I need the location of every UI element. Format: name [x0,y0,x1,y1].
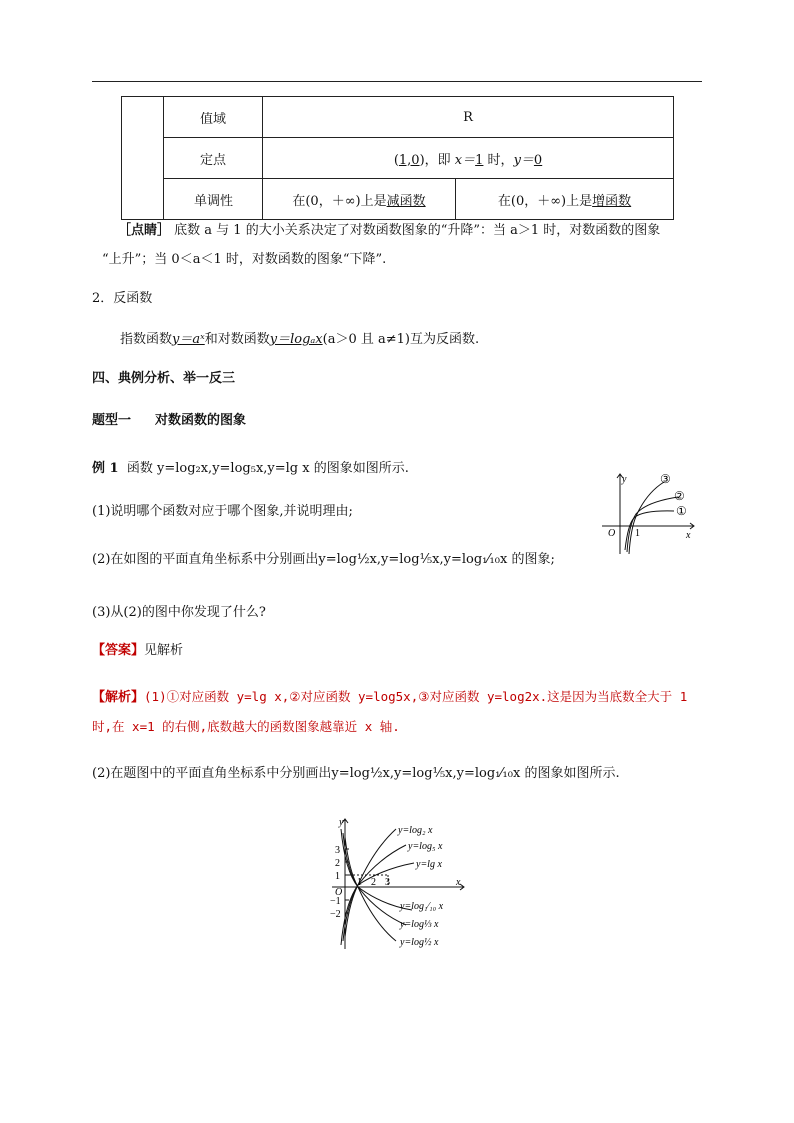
section-heading: 四、典例分析、举一反三 [92,371,236,386]
tip-tag: ［点睛］ [118,223,171,238]
curve-2 [627,497,678,552]
analysis-line1: 【解析】(1)①对应函数 y=lg x,②对应函数 y=log5x,③对应函数 y=log2x.这是因为当底数全大于 1 [92,689,688,705]
answer-tag: 【答案】 [92,643,145,658]
x-tick-label: 1 [357,877,362,888]
example-stem: 例 1 函数 y=log₂x,y=log₅x,y=lg x 的图象如图所示. [92,461,409,476]
monotonic-increasing: 在(0，＋∞)上是增函数 [456,179,674,220]
question-2: (2)在如图的平面直角坐标系中分别画出y=log½x,y=log⅕x,y=log₁⁄₁₀x 的图象; [92,552,555,567]
fig2-x-label: x [456,877,461,888]
answer-line: 【答案】见解析 [92,643,184,658]
monotonic-decreasing: 在(0，＋∞)上是减函数 [263,179,456,220]
row-label: 定点 [164,138,263,179]
y-tick-label: 1 [335,871,340,882]
fig1-origin: O [608,528,616,539]
section-title-inverse: 2．反函数 [92,291,153,306]
curve-label-log-half: y=log½ x [400,937,439,948]
analysis-line3: (2)在题图中的平面直角坐标系中分别画出y=log½x,y=log⅕x,y=log₁⁄₁₀x 的图象如图所示. [92,766,620,781]
table-row [122,179,674,220]
fig1-y-label: y [622,474,627,485]
type-heading: 题型一 对数函数的图象 [92,413,247,428]
figure-log-graphs-answer [330,813,470,953]
header-rule [92,81,702,82]
curve-1-label: ① [676,504,687,518]
y-tick-label: 3 [335,845,340,856]
question-3: (3)从(2)的图中你发现了什么? [92,605,266,620]
tip-paragraph: ［点睛］ 底数 a 与 1 的大小关系决定了对数函数图象的“升降”：当 a＞1 时，对数函数的图象 [118,223,661,238]
curve-2-label: ② [674,489,685,503]
inverse-body: 指数函数y＝aˣ和对数函数y＝logₐx(a＞0 且 a≠1)互为反函数. [120,332,480,347]
range-value: R [263,97,674,138]
figure-log-graphs [598,470,698,555]
row-label: 单调性 [164,179,263,220]
fig1-x-label: x [686,530,691,541]
table-row [122,97,674,138]
analysis-tag: 【解析】 [92,690,145,705]
fig1-one: 1 [635,528,640,539]
x-tick-label: 3 [385,877,390,888]
y-tick-label: −1 [330,896,341,907]
property-table [121,96,674,220]
fixed-point-value: (1,0)，即 x＝1 时，y＝0 [263,138,674,179]
curve-label-log5: y=log₅ x [408,841,443,852]
tip-paragraph-line2: “上升”；当 0＜a＜1 时，对数函数的图象“下降”. [102,252,387,267]
curve-3-label: ③ [660,472,671,486]
fig2-origin: O [335,887,343,898]
y-tick-label: −2 [330,909,341,920]
question-1: (1)说明哪个函数对应于哪个图象,并说明理由; [92,504,353,519]
curve-label-lg: y=lg x [416,859,442,870]
row-label: 值域 [164,97,263,138]
y-tick-label: 2 [335,858,340,869]
curve-label-log-third: y=log⅓ x [400,919,439,930]
analysis-line2: 时,在 x=1 的右侧,底数越大的函数图象越靠近 x 轴. [92,719,400,734]
fig2-y-label: y [339,817,344,828]
table-merged-cell [122,97,164,220]
curve-log5 [343,845,406,941]
x-tick-label: 2 [371,877,376,888]
curve-label-log-tenth: y=log₁⁄₁₀ x [400,901,444,912]
curve-label-log2: y=log₂ x [398,825,433,836]
table-row [122,138,674,179]
